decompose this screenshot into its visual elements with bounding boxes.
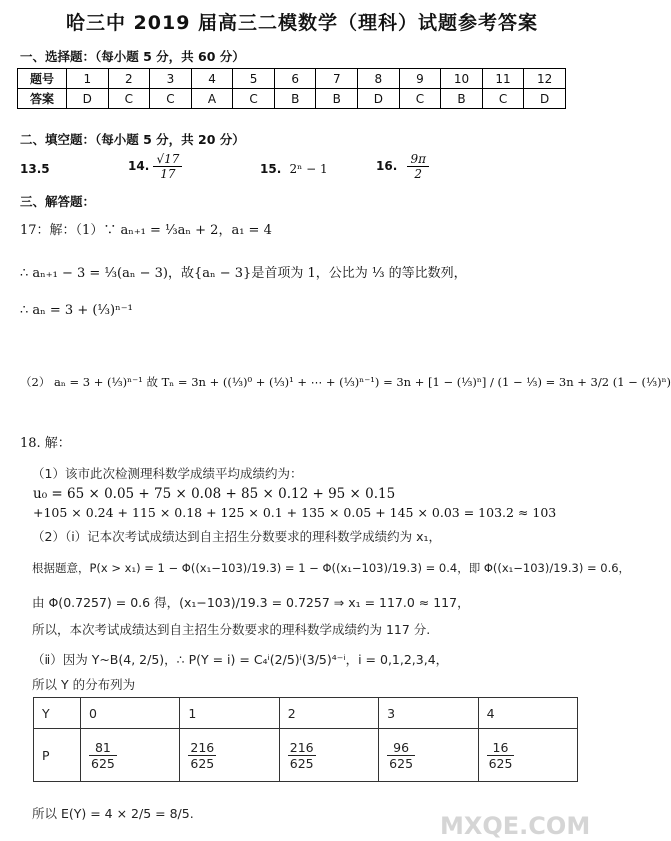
- question-number: 12: [524, 69, 566, 89]
- row-head-number: 题号: [18, 69, 67, 89]
- distribution-row-p: [34, 729, 578, 782]
- fill-label-14: 14.: [128, 159, 150, 173]
- fraction-numerator: √17: [153, 152, 182, 167]
- answer-cell: C: [150, 89, 192, 109]
- fill-answer-14: [128, 152, 182, 181]
- answer-cell: B: [441, 89, 483, 109]
- fill-answer-13: 13.5: [20, 162, 50, 176]
- question-number: 4: [191, 69, 233, 89]
- distribution-row-y: [34, 698, 578, 729]
- answer-cell: D: [358, 89, 400, 109]
- fill-label-16: 16.: [376, 159, 398, 173]
- fill-label-15: 15.: [260, 162, 282, 176]
- answer-table-answer-row: [18, 89, 566, 109]
- fill-answers: [20, 152, 580, 192]
- distribution-p-value: [379, 729, 478, 782]
- distribution-y-value: 1: [180, 698, 279, 729]
- distribution-y-value: 0: [81, 698, 180, 729]
- fraction-9pi-over-2: [407, 152, 429, 181]
- answer-cell: B: [274, 89, 316, 109]
- distribution-p-value: [279, 729, 378, 782]
- watermark-text: MXQE.COM: [440, 812, 591, 840]
- question-number: 9: [399, 69, 441, 89]
- fraction-denominator: 2: [414, 167, 423, 181]
- q18-line-1: （1）该市此次检测理科数学成绩平均成绩约为：: [32, 466, 303, 481]
- row-head-answer: 答案: [18, 89, 67, 109]
- q17-line-2: ∴ aₙ₊₁ − 3 = ⅓(aₙ − 3)，故{aₙ − 3}是首项为 1，公比为 ⅓ 的等比数列，: [20, 266, 467, 281]
- p-denominator: 625: [91, 755, 115, 771]
- answer-cell: C: [482, 89, 524, 109]
- p-numerator: 216: [289, 739, 314, 755]
- distribution-head-y: Y: [34, 698, 81, 729]
- question-number: 3: [150, 69, 192, 89]
- q18-line-9: 所以 Y 的分布列为: [32, 677, 136, 692]
- distribution-table: [33, 697, 578, 782]
- p-numerator: 216: [190, 739, 215, 755]
- q17-line-1: 17：解：（1）∵ aₙ₊₁ = ⅓aₙ + 2，a₁ = 4: [20, 223, 272, 238]
- fill-answer-15: [260, 162, 328, 176]
- q17-line-4: （2） aₙ = 3 + (⅓)ⁿ⁻¹ 故 Tₙ = 3n + ((⅓)⁰ + (⅓)¹ + ⋯ + (⅓)ⁿ⁻¹) = 3n + [1 − (⅓)ⁿ] / (1 − ⅓) = 3n + 3/2 (1 − (⅓)ⁿ): [20, 375, 671, 389]
- q18-label: 18. 解：: [20, 436, 71, 451]
- fraction-numerator: 9π: [407, 152, 429, 167]
- section-solution-heading: 三、解答题：: [20, 194, 96, 209]
- answer-cell: C: [399, 89, 441, 109]
- q18-line-2: u₀ = 65 × 0.05 + 75 × 0.08 + 85 × 0.12 + 95 × 0.15: [33, 486, 396, 502]
- answer-cell: D: [67, 89, 109, 109]
- question-number: 2: [108, 69, 150, 89]
- answer-cell: C: [233, 89, 275, 109]
- q18-line-4: （2）（ⅰ）记本次考试成绩达到自主招生分数要求的理科数学成绩约为 x₁，: [32, 529, 442, 544]
- q18-line-8: （ⅱ）因为 Y~B(4, 2/5)，∴ P(Y = i) = C₄ⁱ(2/5)ⁱ(3/5)⁴⁻ⁱ，i = 0,1,2,3,4，: [32, 652, 449, 667]
- answer-cell: B: [316, 89, 358, 109]
- p-numerator: 81: [89, 740, 117, 756]
- section-fill-heading: 二、填空题：（每小题 5 分，共 20 分）: [20, 132, 245, 147]
- fraction-denominator: 17: [160, 167, 176, 181]
- question-number: 6: [274, 69, 316, 89]
- q17-line-3: ∴ aₙ = 3 + (⅓)ⁿ⁻¹: [20, 303, 133, 318]
- distribution-y-value: 4: [478, 698, 577, 729]
- fraction-sqrt17-over-17: [153, 152, 182, 181]
- p-denominator: 625: [488, 755, 513, 771]
- fill-value-15: 2ⁿ − 1: [289, 162, 328, 176]
- p-denominator: 625: [190, 755, 215, 771]
- q18-line-3: +105 × 0.24 + 115 × 0.18 + 125 × 0.1 + 135 × 0.05 + 145 × 0.03 = 103.2 ≈ 103: [33, 505, 557, 520]
- fill-answer-16: [376, 152, 429, 181]
- question-number: 8: [358, 69, 400, 89]
- distribution-p-value: [180, 729, 279, 782]
- page-title: 哈三中 2019 届高三二模数学（理科）试题参考答案: [65, 12, 539, 34]
- question-number: 7: [316, 69, 358, 89]
- q18-line-10: 所以 E(Y) = 4 × 2/5 = 8/5.: [32, 806, 194, 821]
- answer-cell: D: [524, 89, 566, 109]
- question-number: 10: [441, 69, 483, 89]
- distribution-y-value: 2: [279, 698, 378, 729]
- question-number: 5: [233, 69, 275, 89]
- question-number: 1: [67, 69, 109, 89]
- answer-cell: A: [191, 89, 233, 109]
- answer-cell: C: [108, 89, 150, 109]
- answer-table-number-row: [18, 69, 566, 89]
- p-numerator: 96: [387, 740, 415, 756]
- q18-line-5: 根据题意，P(x > x₁) = 1 − Φ((x₁−103)/19.3) = 1 − Φ((x₁−103)/19.3) = 0.4，即 Φ((x₁−103)/19.3) = 0.6，: [32, 561, 631, 575]
- distribution-head-p: P: [34, 729, 81, 782]
- distribution-p-value: [478, 729, 577, 782]
- distribution-y-value: 3: [379, 698, 478, 729]
- p-numerator: 16: [487, 740, 515, 756]
- p-denominator: 625: [289, 755, 314, 771]
- answer-table: [17, 68, 566, 109]
- section-choice-heading: 一、选择题：（每小题 5 分，共 60 分）: [20, 49, 245, 64]
- question-number: 11: [482, 69, 524, 89]
- q18-line-7: 所以，本次考试成绩达到自主招生分数要求的理科数学成绩约为 117 分.: [32, 622, 431, 637]
- q18-line-6: 由 Φ(0.7257) = 0.6 得，(x₁−103)/19.3 = 0.7257 ⇒ x₁ = 117.0 ≈ 117，: [32, 595, 470, 610]
- p-denominator: 625: [389, 755, 414, 771]
- distribution-p-value: [81, 729, 180, 782]
